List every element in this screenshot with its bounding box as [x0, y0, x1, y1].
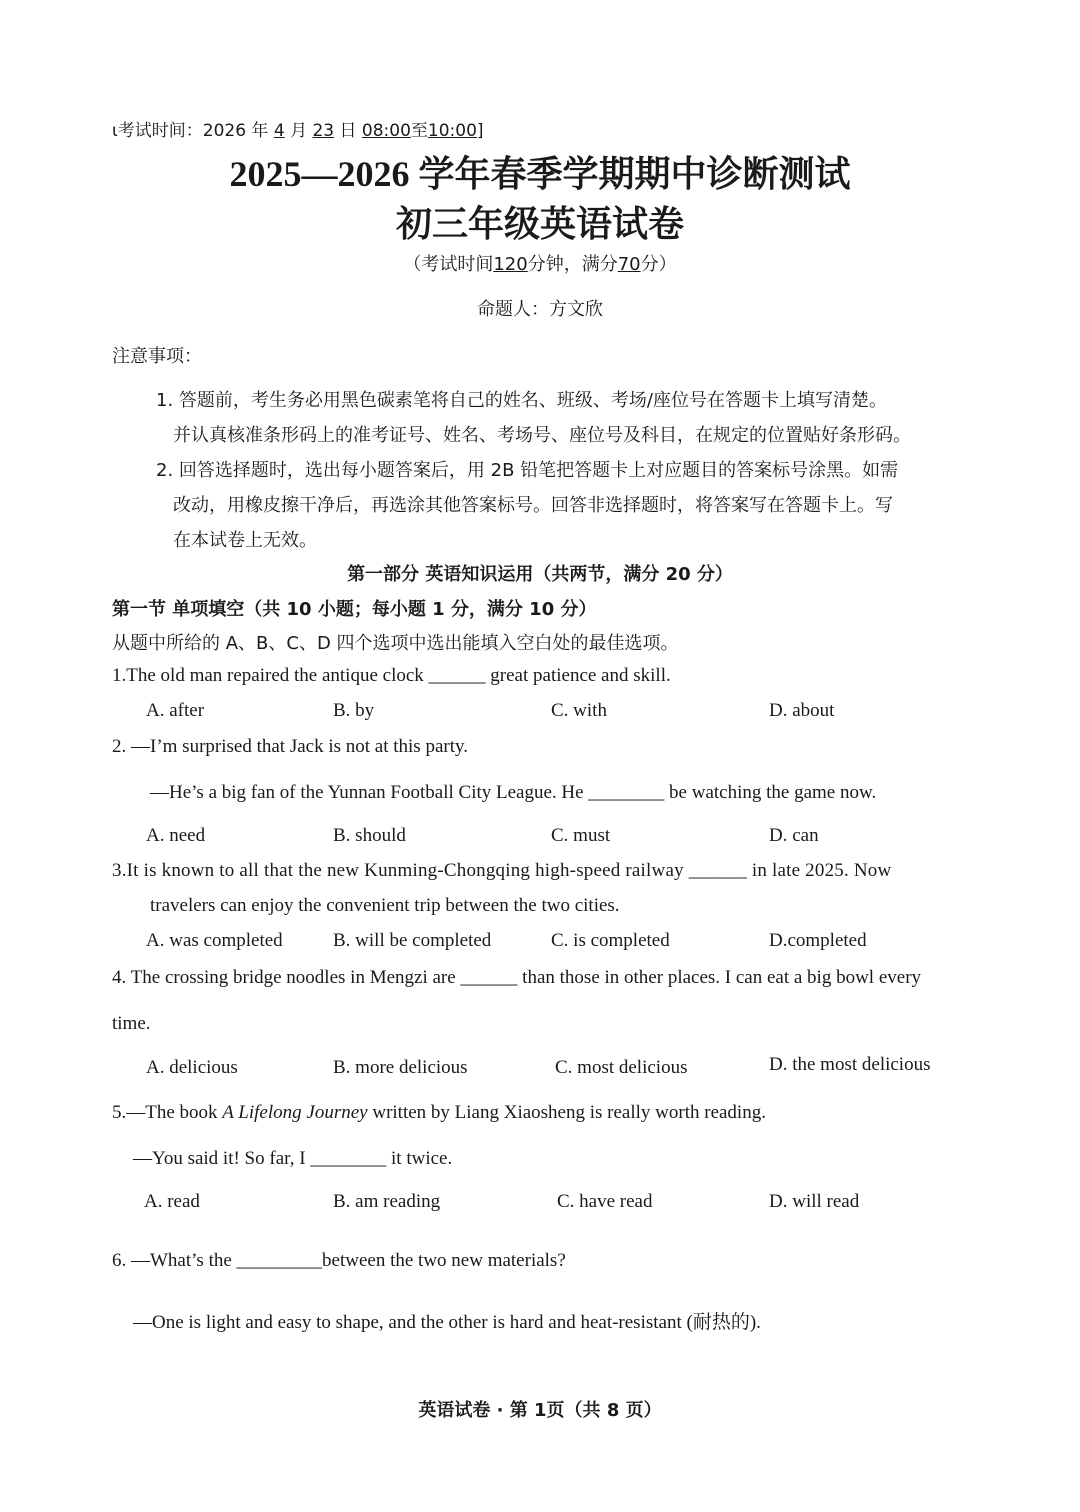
q1-option-c: C. with: [551, 700, 607, 721]
q3-option-c: C. is completed: [551, 930, 670, 951]
duration-prefix: （考试时间: [403, 254, 494, 275]
question-6-stem-2: —One is light and easy to shape, and the other is hard and heat-resistant (耐热的).: [133, 1312, 761, 1333]
q1-option-d: D. about: [769, 700, 835, 721]
duration-minutes: 120: [493, 254, 528, 275]
duration-mid: 分钟，满分: [527, 254, 618, 275]
exam-to-label: 至: [410, 121, 428, 141]
notice-line-5: 在本试卷上无效。: [173, 530, 317, 551]
notice-line-1: 1. 答题前，考生务必用黑色碳素笔将自己的姓名、班级、考场/座位号在答题卡上填写清楚。: [156, 390, 887, 411]
q1-option-b: B. by: [333, 700, 375, 721]
section1-instruction: 从题中所给的 A、B、C、D 四个选项中选出能填入空白处的最佳选项。: [112, 633, 679, 654]
q5-stem-post: written by Liang Xiaosheng is really worth reading.: [367, 1102, 766, 1123]
question-1-stem: 1.The old man repaired the antique clock ______ great patience and skill.: [112, 665, 671, 686]
question-6-stem-1: 6. —What’s the _________between the two new materials?: [112, 1250, 566, 1271]
notice-line-3: 2. 回答选择题时，选出每小题答案后，用 2B 铅笔把答题卡上对应题目的答案标号涂黑。如需: [156, 460, 899, 481]
exam-time-line: [112, 116, 484, 141]
part1-heading: 第一部分 英语知识运用（共两节，满分 20 分）: [347, 564, 733, 585]
exam-month: 4: [273, 121, 285, 141]
question-2-stem-1: 2. —I’m surprised that Jack is not at this party.: [112, 736, 469, 757]
q3-option-d: D.completed: [769, 930, 867, 951]
question-4-stem-2: time.: [112, 1013, 151, 1034]
q5-option-b: B. am reading: [333, 1191, 441, 1212]
exam-month-label: 月: [290, 121, 308, 141]
notice-line-2: 并认真核准条形码上的准考证号、姓名、考场号、座位号及科目，在规定的位置贴好条形码。: [173, 425, 911, 446]
exam-author: 命题人：方文欣: [477, 299, 603, 320]
section1-heading: 第一节 单项填空（共 10 小题；每小题 1 分，满分 10 分）: [112, 599, 597, 620]
q2-option-b: B. should: [333, 825, 406, 846]
q3-option-b: B. will be completed: [333, 930, 492, 951]
q5-book-title: A Lifelong Journey: [222, 1102, 368, 1123]
q4-option-c: C. most delicious: [555, 1057, 688, 1078]
notice-line-4: 改动，用橡皮擦干净后，再选涂其他答案标号。回答非选择题时，将答案写在答题卡上。写: [173, 495, 893, 516]
exam-day-label: 日: [339, 121, 357, 141]
exam-time-prefix: ι考试时间：2026 年: [112, 121, 269, 141]
q4-option-d: D. the most delicious: [769, 1054, 931, 1075]
q4-option-b: B. more delicious: [333, 1057, 468, 1078]
q5-option-d: D. will read: [769, 1191, 860, 1212]
q5-option-a: A. read: [144, 1191, 200, 1212]
exam-day: 23: [312, 121, 335, 141]
question-4-stem-1: 4. The crossing bridge noodles in Mengzi are ______ than those in other places. I can eat a big bowl every: [112, 967, 922, 988]
exam-duration-score: [0, 250, 1080, 276]
page-footer: 英语试卷 · 第 1页（共 8 页）: [418, 1400, 662, 1421]
exam-title-line2: 初三年级英语试卷: [395, 204, 684, 244]
question-2-stem-2: —He’s a big fan of the Yunnan Football City League. He ________ be watching the game now.: [150, 782, 877, 803]
exam-title-line1: 2025—2026 学年春季学期期中诊断测试: [229, 154, 851, 194]
q1-option-a: A. after: [146, 700, 205, 721]
question-5-stem-2: —You said it! So far, I ________ it twice.: [133, 1148, 453, 1169]
notice-heading: 注意事项：: [112, 346, 202, 367]
exam-suffix: ]: [476, 121, 484, 141]
q2-option-d: D. can: [769, 825, 819, 846]
q2-option-c: C. must: [551, 825, 611, 846]
q2-option-a: A. need: [146, 825, 206, 846]
exam-end: 10:00: [427, 121, 477, 141]
q4-option-a: A. delicious: [146, 1057, 238, 1078]
question-5-stem-1: [112, 1102, 766, 1124]
question-3-stem-2: travelers can enjoy the convenient trip between the two cities.: [150, 895, 620, 916]
duration-suffix: 分）: [640, 254, 677, 275]
exam-start: 08:00: [361, 121, 411, 141]
full-score: 70: [617, 254, 641, 275]
question-3-stem-1: 3.It is known to all that the new Kunming-Chongqing high-speed railway ______ in late 2025. Now: [112, 860, 892, 881]
q3-option-a: A. was completed: [146, 930, 283, 951]
q5-option-c: C. have read: [557, 1191, 653, 1212]
q5-stem-pre: 5.—The book: [112, 1102, 223, 1123]
